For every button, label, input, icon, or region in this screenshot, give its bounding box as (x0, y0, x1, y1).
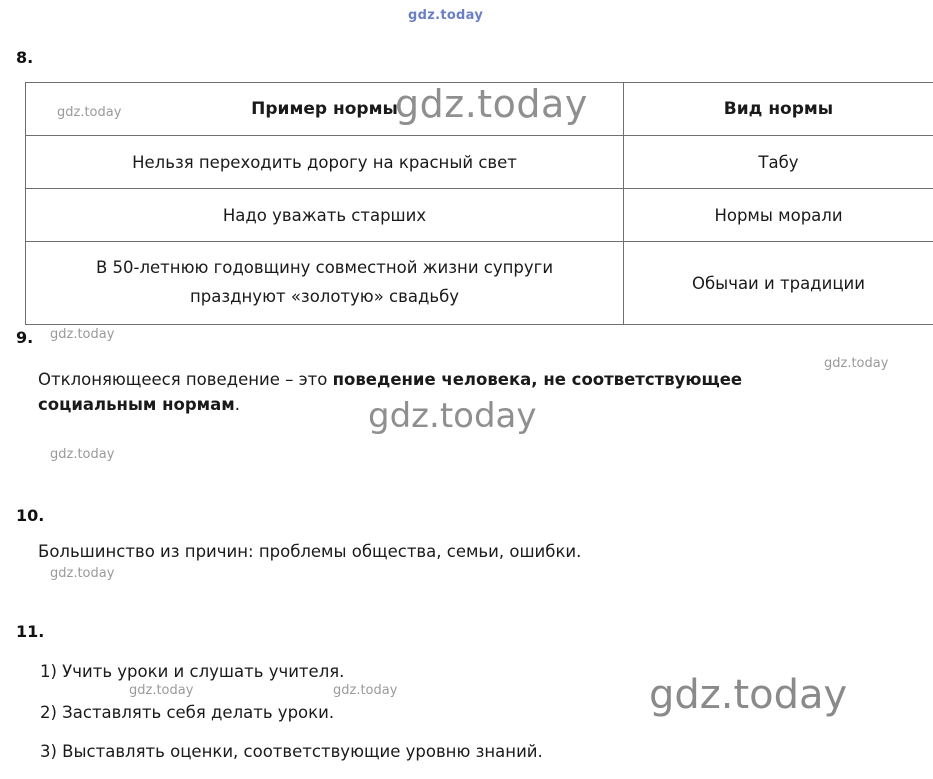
table-cell-kind: Табу (624, 136, 933, 189)
watermark-q9-below-small: gdz.today (50, 447, 115, 462)
question-9-answer (38, 368, 918, 418)
q9-text-bold-2: социальным нормам (38, 394, 235, 414)
question-11-item-2: 2) Заставлять себя делать уроки. (40, 703, 335, 722)
q9-text-plain-1: Отклоняющееся поведение – это (38, 370, 333, 389)
question-number-10: 10. (16, 506, 45, 525)
table-row (26, 136, 933, 189)
question-number-11: 11. (16, 622, 45, 641)
question-11-item-1: 1) Учить уроки и слушать учителя. (40, 662, 345, 681)
table-cell-example: Надо уважать старших (26, 189, 624, 242)
table-header-row (26, 83, 933, 136)
watermark-q11-huge: gdz.today (649, 672, 848, 718)
watermark-q9-big: gdz.today (368, 396, 537, 436)
question-number-9: 9. (16, 328, 34, 347)
watermark-q10-small: gdz.today (50, 566, 115, 581)
table-row (26, 242, 933, 325)
q9-text-bold-1: поведение человека, не соответствующее (332, 370, 743, 389)
table-cell-kind: Обычаи и традиции (624, 242, 933, 325)
watermark-q9-right-small: gdz.today (824, 356, 889, 371)
q9-text-plain-2: . (234, 394, 241, 414)
table-cell-kind: Нормы морали (624, 189, 933, 242)
table-cell-example-line2: празднуют «золотую» свадьбу (189, 287, 460, 306)
question-11-item-3: 3) Выставлять оценки, соответствующие уровню знаний. (40, 742, 543, 761)
norms-table (25, 82, 933, 325)
watermark-table-cell: gdz.today (57, 105, 122, 120)
watermark-q9-small: gdz.today (50, 327, 115, 342)
watermark-table-big: gdz.today (395, 82, 588, 126)
table-cell-example: Нельзя переходить дорогу на красный свет (26, 136, 624, 189)
table-row (26, 189, 933, 242)
watermark-q11-small-a: gdz.today (129, 683, 194, 698)
question-number-8: 8. (16, 48, 34, 67)
table-header-kind: Вид нормы (624, 83, 933, 136)
table-cell-example (26, 242, 624, 325)
watermark-q11-small-b: gdz.today (333, 683, 398, 698)
watermark-top: gdz.today (408, 8, 484, 23)
table-header-example: Пример нормы (26, 83, 624, 136)
question-10-answer: Большинство из причин: проблемы общества, семьи, ошибки. (38, 542, 582, 561)
table-cell-example-line1: В 50-летнюю годовщину совместной жизни супруги (95, 258, 554, 278)
